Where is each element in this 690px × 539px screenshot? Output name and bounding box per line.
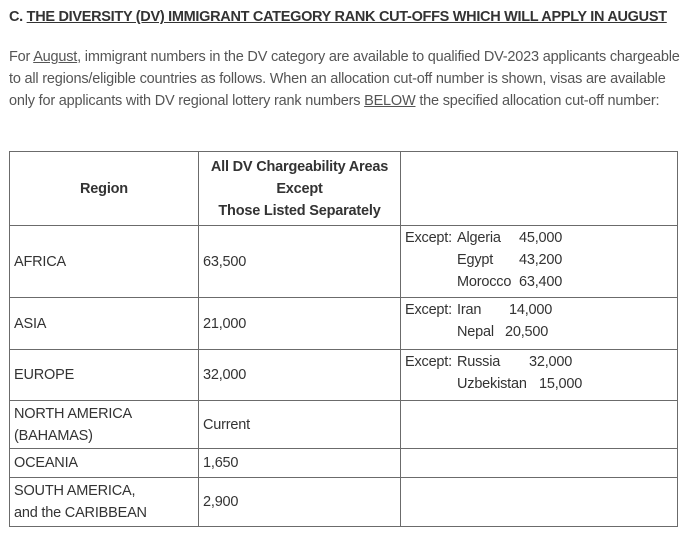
exception-line [405,351,673,373]
exceptions-cell [401,478,678,527]
region-cell: EUROPE [10,350,199,401]
exceptions-cell [401,226,678,298]
table-row [10,478,678,527]
exception-value: 15,000 [539,376,583,392]
exception-country: Russia [457,354,501,370]
value-cell: Current [199,401,401,449]
table-row [10,401,678,449]
exception-value: 14,000 [509,302,553,318]
exception-country: Uzbekistan [457,376,527,392]
region-line2: and the CARIBBEAN [14,505,147,521]
table-row [10,298,678,350]
except-label: Except: [405,302,452,318]
exceptions-cell [401,401,678,449]
intro-part1: For [9,49,34,65]
exceptions-cell [401,350,678,401]
region-line1: SOUTH AMERICA, [14,483,136,499]
region-cell [10,401,199,449]
exception-value: 43,200 [519,252,563,268]
table-header-row [10,152,678,226]
cutoff-table [9,151,678,527]
header-region: Region [10,152,199,226]
exception-country: Nepal [457,324,494,340]
intro-paragraph [9,46,681,112]
exception-country: Algeria [457,230,501,246]
table-row [10,226,678,298]
exception-country: Morocco [457,274,512,290]
region-line1: NORTH AMERICA [14,405,132,422]
exception-line [405,271,673,293]
header-exceptions [401,152,678,226]
exception-value: 63,400 [519,274,563,290]
exception-line [405,227,673,249]
region-cell: AFRICA [10,226,199,298]
section-title: THE DIVERSITY (DV) IMMIGRANT CATEGORY RANK CUT-OFFS WHICH WILL APPLY IN AUGUST [26,9,667,25]
region-cell [10,478,199,527]
exception-value: 20,500 [505,324,549,340]
exception-line [405,373,673,395]
exceptions-cell [401,298,678,350]
value-cell: 2,900 [199,478,401,527]
exception-line [405,321,673,343]
region-cell: ASIA [10,298,199,350]
exception-value: 32,000 [529,354,573,370]
region-cell: OCEANIA [10,449,199,478]
exception-line [405,249,673,271]
table-row [10,350,678,401]
section-prefix: C. [9,9,23,25]
value-cell: 1,650 [199,449,401,478]
except-label: Except: [405,354,452,370]
header-all-line3: Those Listed Separately [218,202,381,219]
table-row [10,449,678,478]
intro-part2: , immigrant numbers in the DV category are available to qualified DV-2023 applicants chargeable to all regions/eligible countries as follows. When an allocation cut-off number is shown, visas are available only for applicants with DV regional lottery rank numbers [9,49,680,109]
header-all-line1: All DV Chargeability Areas [210,158,389,175]
exception-value: 45,000 [519,230,563,246]
region-line2: (BAHAMAS) [14,427,93,444]
intro-month: August [33,49,78,65]
section-heading [9,9,667,25]
exception-country: Iran [457,302,482,318]
value-cell: 63,500 [199,226,401,298]
exception-line [405,299,673,321]
header-all-line2: Except [276,180,323,197]
value-cell: 21,000 [199,298,401,350]
except-label: Except: [405,230,452,246]
exception-country: Egypt [457,252,494,268]
value-cell: 32,000 [199,350,401,401]
intro-below: BELOW [364,93,416,109]
exceptions-cell [401,449,678,478]
header-all-areas [199,152,401,226]
intro-part3: the specified allocation cut-off number: [415,93,660,109]
